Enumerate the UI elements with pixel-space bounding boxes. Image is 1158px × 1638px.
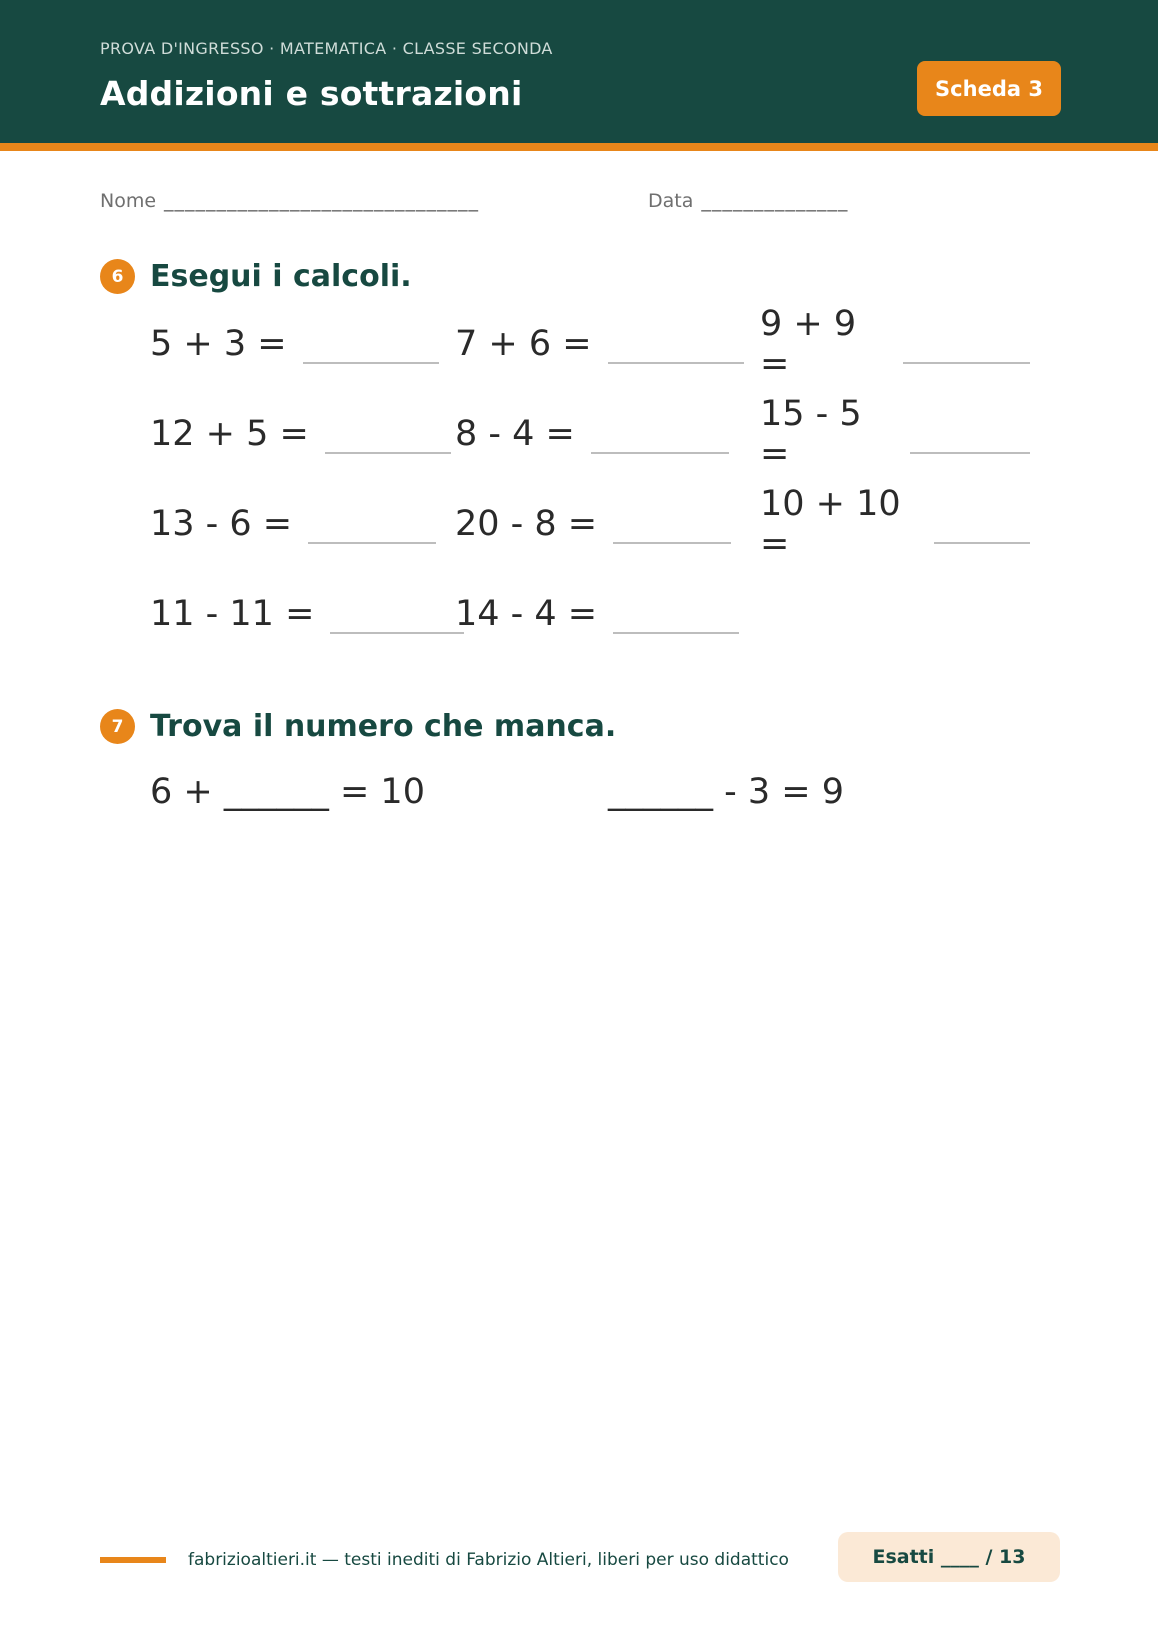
equation-text: 5 + 3 = (150, 324, 287, 364)
answer-line (613, 542, 731, 544)
equation-item (150, 320, 439, 368)
exercise-title: Trova il numero che manca. (150, 709, 617, 744)
date-blank: ______________ (701, 190, 849, 212)
score-box: Esatti ____ / 13 (838, 1532, 1060, 1582)
answer-line (308, 542, 436, 544)
answer-line (325, 452, 451, 454)
equation-text: 9 + 9 = (760, 304, 857, 384)
date-label: Data (648, 190, 694, 212)
equation-item (760, 304, 1030, 384)
answer-line (591, 452, 729, 454)
equation-item (455, 590, 739, 638)
name-blank: ______________________________ (164, 190, 480, 212)
answer-line (613, 632, 739, 634)
equation-item (150, 500, 436, 548)
equation-item (455, 320, 744, 368)
equation-item (150, 410, 451, 458)
equation-text: 20 - 8 = (455, 504, 598, 544)
exercise-title: Esegui i calcoli. (150, 259, 412, 294)
footer-accent-bar (100, 1557, 166, 1563)
answer-line (303, 362, 439, 364)
equation-item (760, 394, 1030, 474)
page-title: Addizioni e sottrazioni (100, 74, 523, 113)
exercise-number-badge: 7 (100, 709, 135, 744)
header-kicker: PROVA D'INGRESSO · MATEMATICA · CLASSE SECONDA (100, 39, 553, 58)
equation-item (760, 484, 1030, 564)
date-field (648, 190, 848, 212)
equation-text: 15 - 5 = (760, 394, 862, 474)
exercise-number-badge: 6 (100, 259, 135, 294)
equation-text: 14 - 4 = (455, 594, 598, 634)
equation-text: 7 + 6 = (455, 324, 592, 364)
equation-text: 8 - 4 = (455, 414, 575, 454)
equation-item (455, 410, 729, 458)
answer-line (910, 452, 1030, 454)
equation-text: 12 + 5 = (150, 414, 309, 454)
calculation-grid (150, 304, 1030, 660)
answer-line (608, 362, 744, 364)
page-header (0, 0, 1158, 143)
answer-line (330, 632, 464, 634)
sheet-badge: Scheda 3 (917, 61, 1061, 116)
missing-number-item: ______ - 3 = 9 (608, 772, 844, 812)
equation-text: 13 - 6 = (150, 504, 293, 544)
header-accent-stripe (0, 143, 1158, 151)
footer-credit: fabrizioaltieri.it — testi inediti di Fabrizio Altieri, liberi per uso didattico (188, 1550, 789, 1570)
answer-line (934, 542, 1030, 544)
equation-item (455, 500, 731, 548)
name-field (100, 190, 479, 212)
equation-item (150, 590, 464, 638)
answer-line (903, 362, 1030, 364)
equation-text: 11 - 11 = (150, 594, 315, 634)
equation-text: 10 + 10 = (760, 484, 901, 564)
name-label: Nome (100, 190, 157, 212)
missing-number-item: 6 + ______ = 10 (150, 772, 425, 812)
